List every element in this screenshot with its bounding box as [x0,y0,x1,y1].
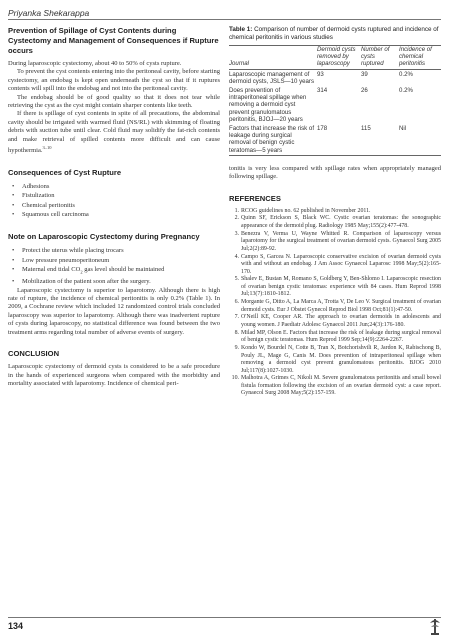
running-head: Priyanka Shekarappa [8,8,90,18]
reference-text: Kondo W, Bourdel N, Cotte B, Tran X, Botchorishvili R, Jardon K, Rabischong B, Pouly JL, Mage G, Canis M. Does prevention of intraperitoneal spillage when removing a dermoid cyst prevent granulomatous peritonitis. BJOG 2010 Jul;117(8):1027-1030. [241,345,441,374]
table-header-cell: Journal [229,60,249,68]
paragraph-superiority: Laparoscopic cystectomy is superior to laparotomy. Although there is high rate of rupture, the incidence of chemical peritonitis is only 0.2% (Table 1). In 2009, a Cochrane review which included 12 randomized control trials concluded laparoscopy was superior to laparotomy. Although there was inadvertent rupture of cysts during laparoscopy, no statistical difference was found between the two treatment arms regarding total number of adverse events of surgery. [8,286,220,336]
reference-item: 5. Shalev E, Bustan M, Romano S, Goldberg Y, Ben-Shlomo I. Laparoscopic resection of ovarian benign cystic teratomas: experience with 84 cases. Hum Reprod 1998 Jul;13(7):1810-1812. [234,276,441,298]
references-heading: REFERENCES [229,193,281,203]
section-heading-conclusion: CONCLUSION [8,349,60,359]
paragraph-endobag: To prevent the cyst contents entering into the peritoneal cavity, before starting cystectomy, an endobag is kept open underneath the cyst so that if it ruptures contents will spill into the endobag and not into the peritoneal cavity. [8,68,220,93]
reference-text: Quinn SF, Erickson S, Black WC. Cystic ovarian teratomas: the sonographic appearance of the dermoid plug. Radiology 1985 May;155(2):477-478. [241,215,441,229]
table-cell: Factors that increase the risk of leakage during surgical removal of benign cystic teratomas—5 years [229,125,315,154]
table-row [229,86,441,124]
list-item: • Chemical peritonitis [22,201,220,211]
references-list [229,208,441,398]
reference-text: Malhotra A, Grimes C, Nikoli M. Severe granulomatous peritonitis and small bowel fistula formation following the excision of an ovarian dermoid cyst: a case report. Gynaecol Surg 2008 May;5(2):157-159. [241,375,441,397]
reference-text: RCOG guidelines no. 62 published in November 2011. [241,207,371,214]
table-cell: 0.2% [399,70,413,78]
section-heading-prevention: Prevention of Spillage of Cyst Contents during Cystectomy and Management of Consequences if Rupture occurs [8,26,219,55]
consequences-list [8,182,220,220]
list-item: • Fistulization [22,191,220,201]
co2-text: Maternal end tidal CO [22,266,81,274]
reference-item: 6. Morgante G, Ditto A, La Marca A, Trotta V, De Leo V. Surgical treatment of ovarian dermoid cysts. Eur J Obstet Gynecol Reprod Biol 1998 Oct;81(1):47-50. [234,299,441,313]
list-item: • Squamous cell carcinoma [22,210,220,220]
table-cell: 115 [361,125,371,133]
right-column [229,26,441,398]
paragraph-conclusion: Laparoscopic cystectomy of dermoid cysts is considered to be a safe procedure in the hands of experienced surgeons when compared with the morbidity and mortality associated with laparotomy. Incidence of chemical peri- [8,363,220,387]
irrigation-text: If there is spillage of cyst contents in spite of all precautions, the abdominal cavity should be irrigated with warmed fluid (NS/RL) with skimming of floating debris with suction tube until clear. Cold fluid may solidify the fat-rich contents and make retrieval of spilled contents more difficult and can cause hypothermia. [8,110,220,155]
table-cell: 39 [361,70,368,78]
comparison-table [229,45,441,156]
reference-item: 8. Milad MP, Olson E. Factors that increase the risk of leakage during surgical removal of benign cystic teratomas. Hum Reprod 1999 Sep;14(9):2264-2267. [234,329,441,344]
table-cell: 178 [317,125,328,133]
pregnancy-list [8,246,220,287]
reference-text: Milad MP, Olson E. Factors that increase the risk of leakage during surgical removal of benign cystic teratomas. Hum Reprod 1999 Sep;14(9):2264-2267. [241,329,441,344]
co2-subscript: 2 [80,269,83,275]
table-header-row [229,46,441,70]
table-header-cell: Incidence of chemical peritonitis [399,46,432,68]
list-item: • Adhesions [22,182,220,192]
table-cell: 26 [361,87,368,95]
table-row [229,69,441,86]
table-label: Table 1: [229,26,253,33]
list-item [22,265,220,277]
reference-text: Campo S, Garcea N. Laparoscopic conservative excision of ovarian dermoid cysts with and without an endobag. J Am Assoc Gynaecol Laparosc 1998 May;5(2):165-170. [241,253,441,275]
table-caption-text: Comparison of number of dermoid cysts ruptured and incidence of chemical peritonitis in various studies [229,26,439,41]
publisher-logo [428,617,442,637]
paragraph-endobag-quality: The endobag should be of good quality so that it does not tear while retrieving the cyst as the cyst might contain sharper contents like teeth. [8,93,220,110]
co2-rest: gas level should be maintained [82,266,165,274]
footer-rule [8,617,441,618]
list-item: • Low pressure pneumoperitoneum [22,256,220,266]
reference-item: 4. Campo S, Garcea N. Laparoscopic conservative excision of ovarian dermoid cysts with and without an endobag. J Am Assoc Gynaecol Laparosc 1998 May;5(2):165-170. [234,253,441,275]
reference-text: Morgante G, Ditto A, La Marca A, Trotta V, De Leo V. Surgical treatment of ovarian dermoid cysts. Eur J Obstet Gynecol Reprod Biol 1998 Oct;81(1):47-50. [241,299,441,313]
section-heading-consequences: Consequences of Cyst Rupture [8,167,122,177]
reference-item: 2. Quinn SF, Erickson S, Black WC. Cystic ovarian teratomas: the sonographic appearance of the dermoid plug. Radiology 1985 May;155(2):477-478. [234,215,441,229]
table-header-cell: Dermoid cysts removed by laparoscopy [317,46,356,68]
page-number: 134 [8,621,24,631]
reference-text: O'Neill KE, Cooper AR. The approach to ovarian dermoids in adolescents and young women. J Paediatr Adolesc Gynaecol 2011 Jun;24(3):176-180. [241,314,441,328]
table-cell: 93 [317,70,324,78]
list-item: • Protect the uterus while placing trocars [22,246,220,256]
paragraph-rupture-rate: During laparoscopic cystectomy, about 40 to 50% of cysts rupture. [8,60,182,67]
table-cell: Does prevention of intraperitoneal spillage when removing a dermoid cyst prevent granulomatous peritonitis, BJOJ—20 years [229,87,307,123]
table-cell: 0.2% [399,87,413,95]
reference-item: 9. Kondo W, Bourdel N, Cotte B, Tran X, Botchorishvili R, Jardon K, Rabischong B, Pouly JL, Mage G, Canis M. Does prevention of intraperitoneal spillage when removing a dermoid cyst prevent granulomatous peritonitis. BJOG 2010 Jul;117(8):1027-1030. [234,345,441,374]
table-cell: Nil [399,125,407,133]
table-row [229,124,441,155]
reference-item: 10. Malhotra A, Grimes C, Nikoli M. Severe granulomatous peritonitis and small bowel fistula formation following the excision of an ovarian dermoid cyst: a case report. Gynaecol Surg 2008 May;5(2):157-159. [231,375,441,397]
header-rule [8,19,441,20]
reference-item: 7. O'Neill KE, Cooper AR. The approach to ovarian dermoids in adolescents and young women. J Paediatr Adolesc Gynaecol 2011 Jun;24(3):176-180. [234,314,441,328]
citation-superscript: 3–10 [42,145,52,151]
list-item: • Mobilization of the patient soon after the surgery. [22,277,220,287]
reference-item: 1. RCOG guidelines no. 62 published in November 2011. [234,207,371,214]
paragraph-irrigation [8,110,220,155]
reference-item: 3. Benezra V, Verma U, Wayne Whitted R. Comparison of laparoscopy versus laparotomy for the surgical treatment of ovarian dermoid cysts. Gynaecol Surg 2005 Jul;2(2):89-92. [234,230,441,252]
reference-text: Benezra V, Verma U, Wayne Whitted R. Comparison of laparoscopy versus laparotomy for the surgical treatment of ovarian dermoid cysts. Gynaecol Surg 2005 Jul;2(2):89-92. [241,230,441,252]
section-heading-pregnancy: Note on Laparoscopic Cystectomy during Pregnancy [8,232,200,241]
left-column [8,26,220,388]
table-header-cell: Number of cysts ruptured [361,46,390,68]
paragraph-conclusion-continued: tonitis is very less compared with spillage rates when appropriately managed following spillage. [229,164,441,181]
reference-text: Shalev E, Bustan M, Romano S, Goldberg Y, Ben-Shlomo I. Laparoscopic resection of ovarian benign cystic teratomas: experience with 84 cases. Hum Reprod 1998 Jul;13(7):1810-1812. [241,276,441,298]
table-cell: 314 [317,87,328,95]
table-cell: Laparoscopic management of dermoid cysts, JSLS—10 years [229,70,315,85]
table-caption [229,26,441,42]
